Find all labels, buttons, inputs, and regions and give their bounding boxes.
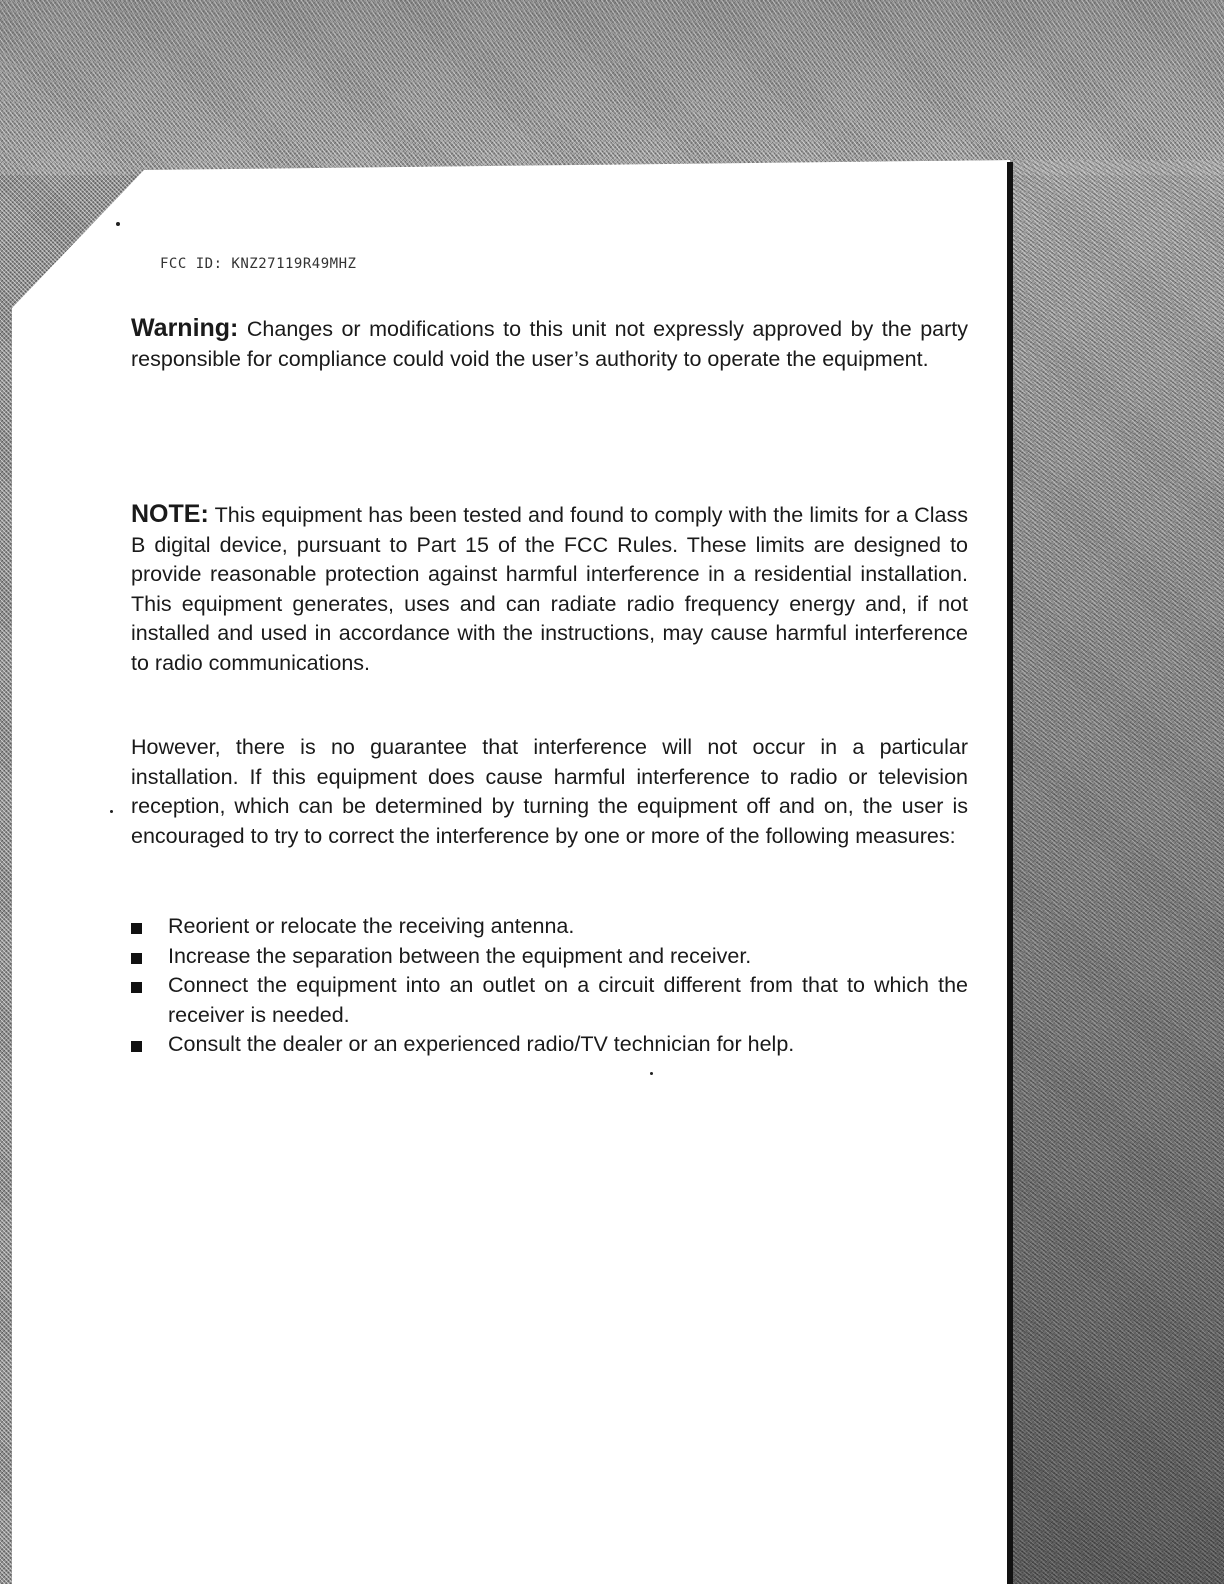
fcc-id-label: FCC ID: KNZ27119R49MHZ [160, 256, 357, 272]
note-heading: NOTE: [131, 500, 209, 528]
scan-speck [116, 222, 120, 226]
warning-heading: Warning: [131, 314, 239, 342]
list-item [131, 912, 968, 942]
square-bullet-icon [131, 923, 142, 934]
scan-background-right [1005, 160, 1224, 1584]
page-edge-shadow [1007, 162, 1013, 1584]
however-paragraph: However, there is no guarantee that interference will not occur in a particular installation. If this equipment does cause harmful interference to radio or television reception, which can be determined by turning the equipment off and on, the user is encouraged to try to correct the interference by one or more of the following measures: [131, 735, 968, 848]
list-item [131, 942, 968, 972]
list-item [131, 1030, 968, 1060]
measure-text: Connect the equipment into an outlet on a circuit different from that to which the receiver is needed. [168, 973, 968, 1027]
measures-list [131, 912, 968, 1060]
square-bullet-icon [131, 1041, 142, 1052]
scan-speck [650, 1072, 653, 1075]
measure-text: Increase the separation between the equipment and receiver. [168, 943, 752, 968]
list-item [131, 971, 968, 1030]
warning-paragraph [131, 314, 968, 374]
note-paragraph [131, 500, 968, 678]
scan-speck [110, 810, 113, 813]
measure-text: Reorient or relocate the receiving antenna. [168, 914, 575, 938]
square-bullet-icon [131, 982, 142, 993]
warning-text: Changes or modifications to this unit not expressly approved by the party responsible for compliance could void the user’s authority to operate the equipment. [131, 317, 968, 371]
square-bullet-icon [131, 953, 142, 964]
scan-background-top [0, 0, 1224, 175]
measure-text: Consult the dealer or an experienced radio/TV technician for help. [168, 1032, 795, 1056]
note-text: This equipment has been tested and found to comply with the limits for a Class B digital device, pursuant to Part 15 of the FCC Rules. These limits are designed to provide reasonable protection against harmful interference in a residential installation. This equipment generates, uses and can radiate radio frequency energy and, if not installed and used in accordance with the instructions, may cause harmful interference to radio communications. [131, 503, 968, 675]
